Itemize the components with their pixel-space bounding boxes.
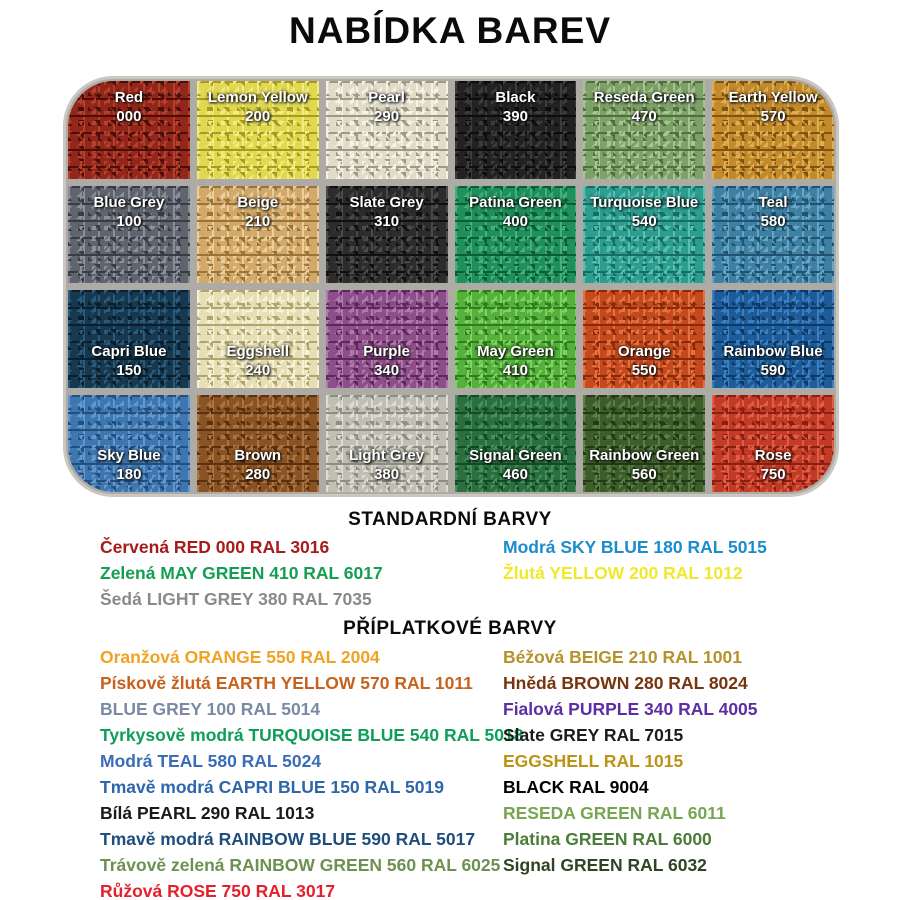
swatch-reseda-green [583,81,705,179]
swatch-label [68,193,190,231]
swatch-signal-green [455,395,577,493]
swatch-label [455,88,577,126]
swatch-label [583,88,705,126]
swatch-code: 460 [502,466,528,483]
swatch-name: Purple [363,342,410,360]
swatch-name: Earth Yellow [728,89,818,106]
swatch-label [326,88,448,126]
color-list-item: BLACK RAL 9004 [503,777,649,797]
swatch-turquoise-blue [583,186,705,284]
swatch-code: 580 [760,212,786,230]
swatch-label [455,446,577,484]
swatch-label [197,446,319,484]
swatch-name: Patina Green [469,193,562,211]
standard-colors-column-2 [503,534,767,586]
color-list-item: Signal GREEN RAL 6032 [503,855,707,875]
color-list-item: BLUE GREY 100 RAL 5014 [100,699,321,719]
swatch-lemon-yellow [197,81,319,179]
color-list-item: Žlutá YELLOW 200 RAL 1012 [503,563,743,583]
color-list-item: Bílá PEARL 290 RAL 1013 [100,803,315,823]
swatch-name: Beige [237,193,279,211]
swatch-name: Rainbow Green [589,447,700,464]
swatch-label [326,193,448,231]
swatch-code: 470 [631,108,657,125]
color-list-item: Šedá LIGHT GREY 380 RAL 7035 [100,589,372,609]
swatch-name: Sky Blue [97,447,161,464]
color-tray [63,76,839,497]
color-list-item: Slate GREY RAL 7015 [503,725,684,745]
swatch-rainbow-green [583,395,705,493]
swatch-code: 200 [245,108,271,125]
swatch-label [68,88,190,126]
swatch-name: Light Grey [349,447,425,464]
swatch-name: Capri Blue [91,342,167,360]
swatch-label [712,88,834,126]
color-list-item: Červená RED 000 RAL 3016 [100,537,330,557]
swatch-may-green [455,290,577,388]
swatch-brown [197,395,319,493]
swatch-name: Eggshell [226,342,289,360]
swatch-blue-grey [68,186,190,284]
swatch-rainbow-blue [712,290,834,388]
swatch-label [326,342,448,380]
swatch-code: 570 [760,108,786,125]
color-list-item: Pískově žlutá EARTH YELLOW 570 RAL 1011 [100,673,473,693]
swatch-name: Slate Grey [349,193,424,211]
swatch-code: 280 [245,466,271,483]
swatch-name: Pearl [368,89,405,106]
color-list-item: Platina GREEN RAL 6000 [503,829,712,849]
swatch-label [712,446,834,484]
swatch-code: 240 [245,361,271,379]
swatch-code: 750 [760,466,786,483]
swatch-name: Rose [754,447,792,464]
swatch-code: 540 [631,212,657,230]
swatch-code: 180 [116,466,142,483]
swatch-earth-yellow [712,81,834,179]
swatch-slate-grey [326,186,448,284]
page-title: NABÍDKA BAREV [288,10,612,51]
swatch-label [455,342,577,380]
swatch-capri-blue [68,290,190,388]
swatch-label [197,88,319,126]
swatch-label [197,342,319,380]
surcharge-colors-column-2 [503,644,758,878]
color-list-item: RESEDA GREEN RAL 6011 [503,803,726,823]
color-list-item: Růžová ROSE 750 RAL 3017 [100,881,336,900]
swatch-purple [326,290,448,388]
swatch-name: Orange [617,342,671,360]
swatch-name: Signal Green [469,447,562,464]
swatch-code: 590 [760,361,786,379]
swatch-label [68,342,190,380]
color-list-item: Tmavě modrá CAPRI BLUE 150 RAL 5019 [100,777,444,797]
swatch-label [583,342,705,380]
standard-colors-heading: STANDARDNÍ BARVY [348,509,552,530]
color-list-item: Trávově zelená RAINBOW GREEN 560 RAL 6025 [100,855,501,875]
swatch-red [68,81,190,179]
swatch-name: Reseda Green [593,89,695,106]
swatch-name: Brown [234,447,282,464]
swatch-patina-green [455,186,577,284]
swatch-name: Rainbow Blue [723,342,823,360]
swatch-label [712,193,834,231]
swatch-teal [712,186,834,284]
swatch-code: 340 [374,361,400,379]
color-list-item: Fialová PURPLE 340 RAL 4005 [503,699,758,719]
swatch-orange [583,290,705,388]
surcharge-colors-heading: PŘÍPLATKOVÉ BARVY [343,618,557,639]
swatch-black [455,81,577,179]
swatch-code: 150 [116,361,142,379]
swatch-label [326,446,448,484]
color-list-item: Béžová BEIGE 210 RAL 1001 [503,647,742,667]
swatch-code: 000 [116,108,142,125]
swatch-label [197,193,319,231]
color-list-item: Tmavě modrá RAINBOW BLUE 590 RAL 5017 [100,829,476,849]
swatch-name: Black [495,89,536,106]
swatch-code: 560 [631,466,657,483]
swatch-name: Red [114,89,144,106]
swatch-code: 100 [116,212,142,230]
swatch-code: 400 [502,212,528,230]
color-list-item: Hnědá BROWN 280 RAL 8024 [503,673,748,693]
color-list-item: Modrá TEAL 580 RAL 5024 [100,751,322,771]
swatch-label [583,193,705,231]
color-list-item: Zelená MAY GREEN 410 RAL 6017 [100,563,383,583]
color-list-item: Oranžová ORANGE 550 RAL 2004 [100,647,380,667]
swatch-label [583,446,705,484]
swatch-label [712,342,834,380]
swatch-eggshell [197,290,319,388]
swatch-code: 290 [374,108,400,125]
swatch-rose [712,395,834,493]
color-list-item: Tyrkysově modrá TURQUOISE BLUE 540 RAL 5018 [100,725,524,745]
standard-colors-column-1 [100,534,383,612]
swatch-code: 550 [631,361,657,379]
swatch-name: Lemon Yellow [207,89,308,106]
swatch-name: Turquoise Blue [590,193,699,211]
color-list-item: EGGSHELL RAL 1015 [503,751,684,771]
swatch-name: May Green [477,342,554,360]
swatch-name: Teal [758,193,788,211]
swatch-label [455,193,577,231]
color-list-item: Modrá SKY BLUE 180 RAL 5015 [503,537,767,557]
surcharge-colors-column-1 [100,644,523,900]
swatch-sky-blue [68,395,190,493]
swatch-code: 310 [374,212,400,230]
swatch-code: 410 [502,361,528,379]
swatch-name: Blue Grey [93,193,165,211]
swatch-code: 210 [245,212,271,230]
swatch-pearl [326,81,448,179]
swatch-light-grey [326,395,448,493]
swatch-label [68,446,190,484]
swatch-code: 390 [502,108,528,125]
swatch-code: 380 [374,466,400,483]
swatch-beige [197,186,319,284]
